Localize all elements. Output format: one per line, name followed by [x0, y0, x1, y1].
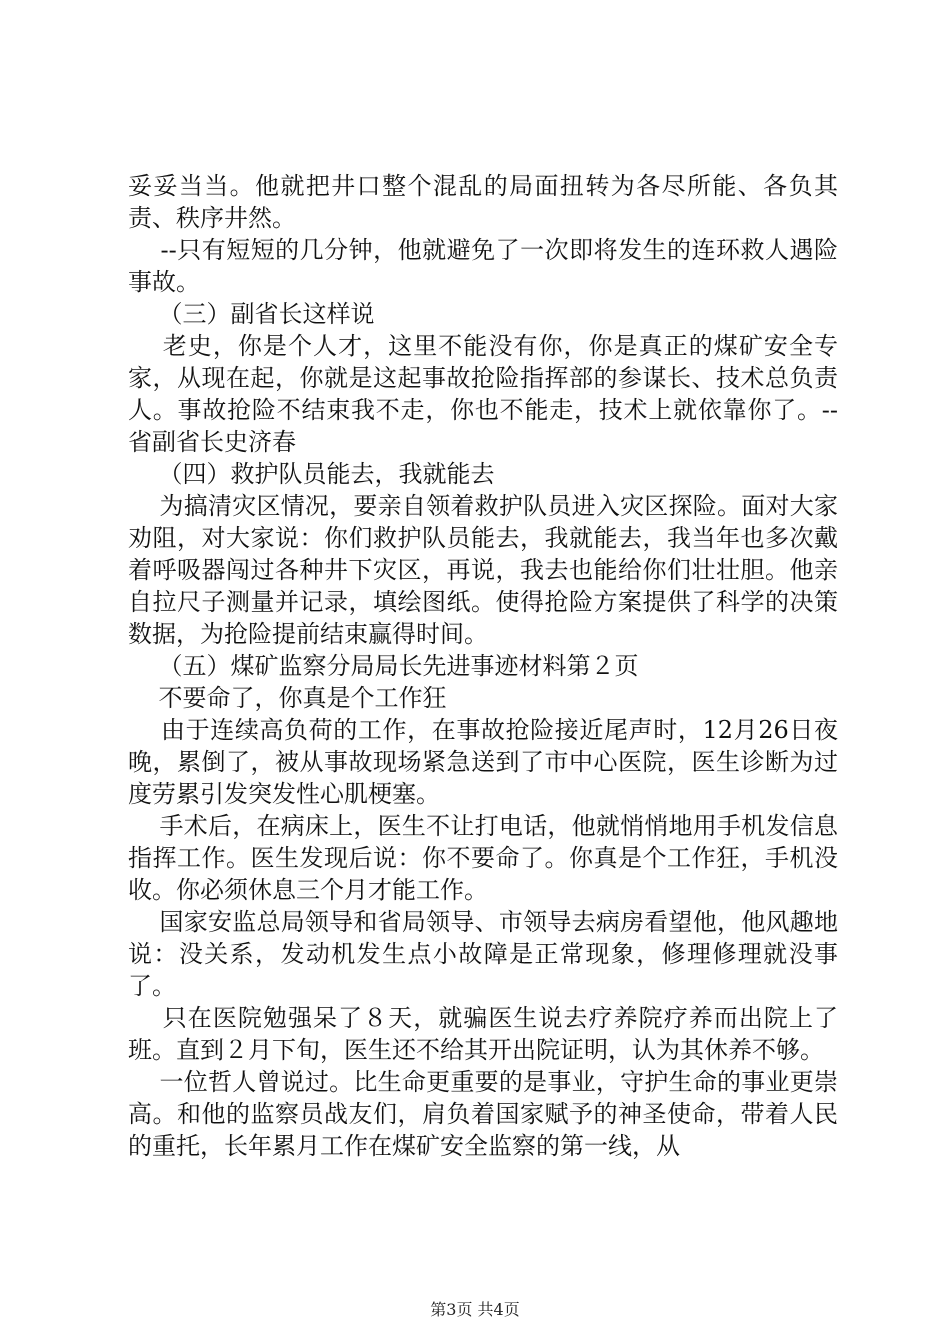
paragraph: 妥妥当当。他就把井口整个混乱的局面扭转为各尽所能、各负其责、秩序井然。: [128, 172, 838, 232]
body-text: [128, 170, 838, 1162]
paragraph: 老史，你是个人才，这里不能没有你，你是真正的煤矿安全专家，从现在起，你就是这起事故抢险指挥部的参谋长、技术总负责人。事故抢险不结束我不走，你也不能走，技术上就依靠你了。--省副省长史济春: [128, 332, 839, 456]
section-heading: （三）副省长这样说: [128, 300, 375, 328]
section-heading: （五）煤矿监察分局局长先进事迹材料第２页: [128, 652, 639, 680]
paragraph: 由于连续高负荷的工作，在事故抢险接近尾声时，12月26日夜晚，累倒了，被从事故现场紧急送到了市中心医院，医生诊断为过度劳累引发突发性心肌梗塞。: [128, 716, 839, 808]
page-footer: 第3页 共4页: [430, 1300, 520, 1319]
paragraph: 手术后，在病床上，医生不让打电话，他就悄悄地用手机发信息指挥工作。医生发现后说：你不要命了。你真是个工作狂，手机没收。你必须休息三个月才能工作。: [128, 812, 839, 904]
paragraph: 国家安监总局领导和省局领导、市领导去病房看望他，他风趣地说：没关系，发动机发生点小故障是正常现象，修理修理就没事了。: [128, 908, 839, 1000]
paragraph: 为搞清灾区情况，要亲自领着救护队员进入灾区探险。面对大家劝阻，对大家说：你们救护队员能去，我就能去，我当年也多次戴着呼吸器闯过各种井下灾区，再说，我去也能给你们壮壮胆。他亲自拉尺子测量并记录，填绘图纸。使得抢险方案提供了科学的决策数据，为抢险提前结束赢得时间。: [128, 492, 839, 648]
paragraph: 不要命了，你真是个工作狂: [128, 684, 447, 712]
paragraph: --只有短短的几分钟，他就避免了一次即将发生的连环救人遇险事故。: [128, 236, 839, 296]
paragraph: 一位哲人曾说过。比生命更重要的是事业，守护生命的事业更崇高。和他的监察员战友们，肩负着国家赋予的神圣使命，带着人民的重托，长年累月工作在煤矿安全监察的第一线，从: [128, 1068, 839, 1160]
paragraph: 只在医院勉强呆了８天，就骗医生说去疗养院疗养而出院上了班。直到２月下旬，医生还不给其开出院证明，认为其休养不够。: [128, 1004, 839, 1064]
section-heading: （四）救护队员能去，我就能去: [128, 460, 495, 488]
